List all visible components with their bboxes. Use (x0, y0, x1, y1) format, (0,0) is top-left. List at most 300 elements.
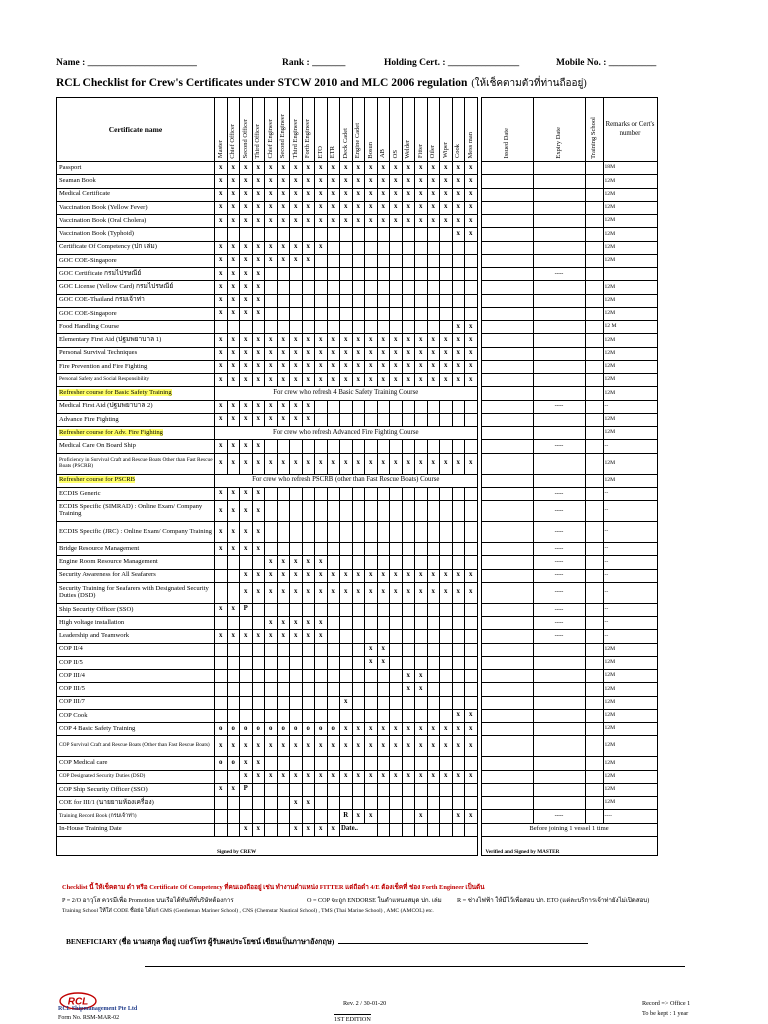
rank-check-cell[interactable] (327, 440, 340, 453)
rank-check-cell[interactable] (340, 683, 353, 696)
rank-check-cell[interactable]: x (302, 556, 315, 569)
rank-check-cell[interactable] (390, 670, 403, 683)
rank-check-cell[interactable] (427, 254, 440, 267)
issued-date-cell[interactable] (481, 228, 533, 241)
rank-check-cell[interactable] (365, 321, 378, 334)
rank-check-cell[interactable]: x (465, 162, 478, 175)
training-school-cell[interactable] (585, 374, 603, 387)
rank-check-cell[interactable]: x (277, 556, 290, 569)
rank-check-cell[interactable] (327, 810, 340, 823)
rank-check-cell[interactable] (340, 630, 353, 643)
rank-check-cell[interactable] (352, 683, 365, 696)
expiry-date-cell[interactable] (533, 723, 585, 736)
rank-check-cell[interactable]: x (215, 254, 228, 267)
rank-check-cell[interactable]: x (452, 201, 465, 214)
signed-by-crew[interactable] (57, 836, 478, 855)
rank-check-cell[interactable] (327, 522, 340, 543)
rank-check-cell[interactable] (252, 797, 265, 810)
rank-check-cell[interactable]: x (340, 334, 353, 347)
rank-check-cell[interactable]: x (340, 569, 353, 582)
rank-check-cell[interactable] (452, 783, 465, 796)
rank-check-cell[interactable] (315, 656, 328, 669)
rank-check-cell[interactable] (340, 757, 353, 770)
rank-check-cell[interactable] (377, 321, 390, 334)
rank-check-cell[interactable] (377, 823, 390, 836)
rank-check-cell[interactable]: x (327, 215, 340, 228)
rank-check-cell[interactable]: x (452, 175, 465, 188)
rank-check-cell[interactable]: x (290, 823, 303, 836)
rank-check-cell[interactable] (240, 556, 253, 569)
rank-check-cell[interactable] (452, 556, 465, 569)
rank-check-cell[interactable] (377, 487, 390, 500)
issued-date-cell[interactable] (481, 617, 533, 630)
rank-check-cell[interactable]: o (315, 723, 328, 736)
issued-date-cell[interactable] (481, 603, 533, 616)
rank-check-cell[interactable]: x (377, 201, 390, 214)
rank-check-cell[interactable]: x (227, 374, 240, 387)
rank-check-cell[interactable] (440, 556, 453, 569)
rank-check-cell[interactable] (352, 522, 365, 543)
rank-check-cell[interactable] (452, 522, 465, 543)
rank-check-cell[interactable]: x (215, 175, 228, 188)
rank-check-cell[interactable] (265, 440, 278, 453)
rank-check-cell[interactable] (352, 543, 365, 556)
rank-check-cell[interactable] (465, 440, 478, 453)
rank-check-cell[interactable]: x (215, 307, 228, 320)
rank-check-cell[interactable] (327, 783, 340, 796)
rank-check-cell[interactable] (315, 643, 328, 656)
rank-check-cell[interactable] (340, 501, 353, 522)
rank-check-cell[interactable] (327, 228, 340, 241)
rank-check-cell[interactable]: x (252, 374, 265, 387)
rank-check-cell[interactable] (227, 617, 240, 630)
expiry-date-cell[interactable] (533, 643, 585, 656)
rank-check-cell[interactable] (290, 522, 303, 543)
rank-check-cell[interactable] (365, 696, 378, 709)
rank-check-cell[interactable] (390, 810, 403, 823)
rank-check-cell[interactable] (265, 656, 278, 669)
rank-check-cell[interactable]: x (390, 374, 403, 387)
rank-check-cell[interactable]: x (390, 347, 403, 360)
rank-check-cell[interactable]: x (302, 630, 315, 643)
rank-check-cell[interactable] (465, 281, 478, 294)
rank-check-cell[interactable]: x (377, 656, 390, 669)
rank-check-cell[interactable] (302, 501, 315, 522)
rank-check-cell[interactable] (390, 797, 403, 810)
remarks-cell[interactable]: ---- (603, 810, 657, 823)
expiry-date-cell[interactable] (533, 162, 585, 175)
training-school-cell[interactable] (585, 783, 603, 796)
rank-check-cell[interactable] (427, 321, 440, 334)
rank-check-cell[interactable]: x (215, 440, 228, 453)
rank-check-cell[interactable] (365, 487, 378, 500)
expiry-date-cell[interactable] (533, 453, 585, 474)
rank-check-cell[interactable]: x (215, 268, 228, 281)
rank-check-cell[interactable] (327, 254, 340, 267)
remarks-cell[interactable]: 12M (603, 294, 657, 307)
rank-check-cell[interactable]: x (265, 175, 278, 188)
rank-check-cell[interactable]: x (252, 582, 265, 603)
rank-check-cell[interactable] (215, 556, 228, 569)
rank-check-cell[interactable] (290, 307, 303, 320)
issued-date-cell[interactable] (481, 188, 533, 201)
rank-check-cell[interactable] (440, 757, 453, 770)
issued-date-cell[interactable] (481, 736, 533, 757)
rank-check-cell[interactable] (227, 670, 240, 683)
rank-check-cell[interactable] (465, 501, 478, 522)
rank-check-cell[interactable]: x (315, 736, 328, 757)
rank-check-cell[interactable] (452, 307, 465, 320)
rank-check-cell[interactable] (327, 656, 340, 669)
rank-check-cell[interactable] (265, 797, 278, 810)
rank-check-cell[interactable]: x (390, 736, 403, 757)
rank-check-cell[interactable]: x (302, 162, 315, 175)
rank-check-cell[interactable] (227, 582, 240, 603)
rank-check-cell[interactable]: x (227, 175, 240, 188)
rank-check-cell[interactable] (415, 281, 428, 294)
rank-check-cell[interactable]: x (252, 268, 265, 281)
rank-check-cell[interactable]: x (427, 201, 440, 214)
rank-check-cell[interactable]: x (415, 569, 428, 582)
rank-check-cell[interactable] (227, 709, 240, 722)
rank-check-cell[interactable]: x (340, 374, 353, 387)
rank-check-cell[interactable] (240, 696, 253, 709)
rank-check-cell[interactable]: x (302, 569, 315, 582)
rank-check-cell[interactable] (290, 810, 303, 823)
rank-check-cell[interactable] (215, 770, 228, 783)
rank-check-cell[interactable] (265, 268, 278, 281)
rank-check-cell[interactable] (302, 522, 315, 543)
rank-check-cell[interactable]: x (315, 360, 328, 373)
training-school-cell[interactable] (585, 603, 603, 616)
rank-check-cell[interactable] (365, 228, 378, 241)
rank-check-cell[interactable]: x (427, 334, 440, 347)
rank-check-cell[interactable]: x (415, 670, 428, 683)
rank-check-cell[interactable] (365, 797, 378, 810)
rank-check-cell[interactable]: x (240, 175, 253, 188)
rank-check-cell[interactable] (402, 254, 415, 267)
expiry-date-cell[interactable] (533, 307, 585, 320)
rank-check-cell[interactable] (327, 268, 340, 281)
rank-check-cell[interactable]: x (227, 294, 240, 307)
issued-date-cell[interactable] (481, 268, 533, 281)
rank-check-cell[interactable] (327, 757, 340, 770)
rank-check-cell[interactable] (352, 268, 365, 281)
rank-check-cell[interactable] (440, 400, 453, 413)
expiry-date-cell[interactable] (533, 757, 585, 770)
rank-check-cell[interactable]: x (290, 201, 303, 214)
rank-check-cell[interactable] (427, 643, 440, 656)
rank-check-cell[interactable]: x (290, 162, 303, 175)
expiry-date-cell[interactable] (533, 321, 585, 334)
rank-check-cell[interactable] (327, 603, 340, 616)
rank-check-cell[interactable] (315, 670, 328, 683)
training-school-cell[interactable] (585, 582, 603, 603)
rank-check-cell[interactable]: x (252, 241, 265, 254)
rank-check-cell[interactable] (390, 543, 403, 556)
rank-check-cell[interactable]: x (302, 823, 315, 836)
rank-check-cell[interactable]: x (390, 723, 403, 736)
rank-check-cell[interactable]: x (340, 696, 353, 709)
rank-check-cell[interactable]: x (277, 215, 290, 228)
rank-check-cell[interactable] (302, 487, 315, 500)
rank-check-cell[interactable] (327, 543, 340, 556)
rank-check-cell[interactable] (440, 797, 453, 810)
rank-check-cell[interactable]: x (365, 201, 378, 214)
rank-check-cell[interactable] (415, 823, 428, 836)
rank-check-cell[interactable] (215, 810, 228, 823)
rank-check-cell[interactable] (302, 643, 315, 656)
rank-check-cell[interactable] (277, 281, 290, 294)
rank-check-cell[interactable]: x (465, 582, 478, 603)
rank-check-cell[interactable]: x (252, 823, 265, 836)
rank-check-cell[interactable] (315, 321, 328, 334)
rank-check-cell[interactable] (327, 241, 340, 254)
rank-check-cell[interactable] (465, 413, 478, 426)
rank-check-cell[interactable]: x (252, 501, 265, 522)
rank-check-cell[interactable] (465, 617, 478, 630)
rank-check-cell[interactable] (265, 487, 278, 500)
rank-check-cell[interactable]: x (427, 569, 440, 582)
beneficiary-line-2[interactable] (145, 966, 685, 967)
rank-check-cell[interactable] (427, 241, 440, 254)
rank-check-cell[interactable] (352, 670, 365, 683)
rank-check-cell[interactable] (340, 307, 353, 320)
rank-check-cell[interactable]: x (240, 360, 253, 373)
rank-check-cell[interactable] (227, 569, 240, 582)
rank-check-cell[interactable]: x (340, 175, 353, 188)
rank-check-cell[interactable] (452, 543, 465, 556)
remarks-cell[interactable]: 12M (603, 736, 657, 757)
issued-date-cell[interactable] (481, 453, 533, 474)
rank-check-cell[interactable] (377, 556, 390, 569)
rank-check-cell[interactable] (377, 757, 390, 770)
rank-check-cell[interactable] (315, 696, 328, 709)
rank-check-cell[interactable] (415, 757, 428, 770)
issued-date-cell[interactable] (481, 487, 533, 500)
rank-check-cell[interactable] (452, 294, 465, 307)
expiry-date-cell[interactable] (533, 427, 585, 440)
rank-check-cell[interactable]: x (452, 770, 465, 783)
rank-check-cell[interactable]: x (465, 215, 478, 228)
issued-date-cell[interactable] (481, 569, 533, 582)
rank-check-cell[interactable] (427, 281, 440, 294)
remarks-cell[interactable]: 12M (603, 709, 657, 722)
rank-check-cell[interactable] (427, 683, 440, 696)
rank-check-cell[interactable]: x (240, 770, 253, 783)
training-school-cell[interactable] (585, 241, 603, 254)
rank-check-cell[interactable] (402, 413, 415, 426)
training-school-cell[interactable] (585, 709, 603, 722)
remarks-cell[interactable]: 12M (603, 696, 657, 709)
rank-check-cell[interactable]: x (377, 162, 390, 175)
rank-check-cell[interactable] (452, 241, 465, 254)
rank-check-cell[interactable] (440, 783, 453, 796)
rank-check-cell[interactable]: x (402, 175, 415, 188)
rank-check-cell[interactable] (215, 321, 228, 334)
rank-check-cell[interactable]: x (277, 188, 290, 201)
rank-check-cell[interactable] (340, 281, 353, 294)
rank-check-cell[interactable]: x (415, 582, 428, 603)
remarks-cell[interactable]: -- (603, 543, 657, 556)
rank-check-cell[interactable] (240, 321, 253, 334)
rank-check-cell[interactable] (277, 307, 290, 320)
rank-check-cell[interactable]: x (390, 453, 403, 474)
rank-check-cell[interactable] (440, 683, 453, 696)
rank-check-cell[interactable]: x (352, 201, 365, 214)
rank-check-cell[interactable] (415, 696, 428, 709)
rank-check-cell[interactable]: x (290, 400, 303, 413)
training-school-cell[interactable] (585, 474, 603, 487)
rank-check-cell[interactable] (427, 228, 440, 241)
rank-check-cell[interactable]: x (340, 201, 353, 214)
rank-check-cell[interactable]: x (377, 736, 390, 757)
rank-check-cell[interactable]: x (452, 723, 465, 736)
rank-check-cell[interactable] (452, 823, 465, 836)
remarks-cell[interactable]: 12M (603, 757, 657, 770)
rank-check-cell[interactable]: x (415, 736, 428, 757)
rank-check-cell[interactable] (327, 683, 340, 696)
rank-check-cell[interactable] (465, 241, 478, 254)
rank-check-cell[interactable] (390, 254, 403, 267)
rank-check-cell[interactable] (427, 543, 440, 556)
rank-check-cell[interactable] (377, 797, 390, 810)
rank-check-cell[interactable] (265, 321, 278, 334)
issued-date-cell[interactable] (481, 770, 533, 783)
rank-check-cell[interactable]: x (265, 736, 278, 757)
training-school-cell[interactable] (585, 347, 603, 360)
rank-check-cell[interactable] (265, 501, 278, 522)
rank-check-cell[interactable] (402, 522, 415, 543)
rank-check-cell[interactable]: x (302, 241, 315, 254)
rank-check-cell[interactable]: x (452, 188, 465, 201)
rank-check-cell[interactable] (327, 696, 340, 709)
training-school-cell[interactable] (585, 307, 603, 320)
rank-check-cell[interactable]: x (215, 487, 228, 500)
rank-check-cell[interactable]: x (327, 453, 340, 474)
rank-check-cell[interactable] (415, 413, 428, 426)
rank-check-cell[interactable] (377, 617, 390, 630)
rank-check-cell[interactable]: x (415, 683, 428, 696)
rank-check-cell[interactable] (365, 670, 378, 683)
rank-check-cell[interactable]: x (415, 162, 428, 175)
rank-check-cell[interactable]: x (402, 736, 415, 757)
rank-check-cell[interactable]: x (265, 360, 278, 373)
rank-check-cell[interactable]: x (340, 162, 353, 175)
rank-check-cell[interactable]: x (352, 770, 365, 783)
rank-check-cell[interactable] (340, 543, 353, 556)
rank-check-cell[interactable]: x (252, 487, 265, 500)
rank-check-cell[interactable]: x (240, 188, 253, 201)
rank-check-cell[interactable]: x (302, 617, 315, 630)
rank-check-cell[interactable] (390, 413, 403, 426)
rank-check-cell[interactable] (440, 643, 453, 656)
rank-check-cell[interactable]: x (290, 582, 303, 603)
rank-check-cell[interactable]: x (365, 334, 378, 347)
remarks-cell[interactable]: 12M (603, 215, 657, 228)
expiry-date-cell[interactable] (533, 175, 585, 188)
expiry-date-cell[interactable] (533, 770, 585, 783)
issued-date-cell[interactable] (481, 630, 533, 643)
rank-check-cell[interactable] (415, 501, 428, 522)
rank-check-cell[interactable]: x (465, 360, 478, 373)
rank-check-cell[interactable] (415, 643, 428, 656)
rank-check-cell[interactable] (290, 543, 303, 556)
rank-check-cell[interactable]: x (302, 770, 315, 783)
expiry-date-cell[interactable] (533, 254, 585, 267)
rank-check-cell[interactable] (215, 683, 228, 696)
rank-check-cell[interactable] (452, 656, 465, 669)
issued-date-cell[interactable] (481, 543, 533, 556)
rank-check-cell[interactable] (352, 696, 365, 709)
rank-check-cell[interactable] (302, 696, 315, 709)
rank-check-cell[interactable] (365, 630, 378, 643)
rank-check-cell[interactable]: x (365, 453, 378, 474)
rank-check-cell[interactable] (315, 783, 328, 796)
training-school-cell[interactable] (585, 321, 603, 334)
rank-check-cell[interactable] (215, 643, 228, 656)
rank-check-cell[interactable] (215, 670, 228, 683)
rank-check-cell[interactable] (390, 241, 403, 254)
rank-check-cell[interactable] (465, 400, 478, 413)
rank-check-cell[interactable]: x (365, 215, 378, 228)
rank-check-cell[interactable] (315, 400, 328, 413)
remarks-cell[interactable] (603, 268, 657, 281)
rank-check-cell[interactable]: x (302, 175, 315, 188)
rank-check-cell[interactable]: x (452, 709, 465, 722)
rank-check-cell[interactable]: x (265, 630, 278, 643)
rank-check-cell[interactable]: x (415, 770, 428, 783)
rank-check-cell[interactable]: x (240, 543, 253, 556)
rank-check-cell[interactable] (340, 228, 353, 241)
remarks-cell[interactable]: -- (603, 582, 657, 603)
holding-cert-field[interactable]: Holding Cert. : _______________ (384, 58, 520, 68)
rank-check-cell[interactable] (452, 400, 465, 413)
rank-check-cell[interactable]: x (215, 241, 228, 254)
date-field[interactable]: Date.. (340, 823, 378, 836)
rank-check-cell[interactable]: x (290, 374, 303, 387)
rank-check-cell[interactable] (315, 501, 328, 522)
rank-check-cell[interactable]: x (227, 201, 240, 214)
rank-check-cell[interactable] (452, 643, 465, 656)
rank-check-cell[interactable]: x (327, 569, 340, 582)
rank-check-cell[interactable]: x (265, 413, 278, 426)
rank-check-cell[interactable] (277, 501, 290, 522)
rank-check-cell[interactable]: x (465, 374, 478, 387)
rank-check-cell[interactable]: x (215, 603, 228, 616)
rank-check-cell[interactable]: x (302, 797, 315, 810)
rank-check-cell[interactable] (452, 501, 465, 522)
rank-check-cell[interactable] (340, 556, 353, 569)
rank-check-cell[interactable]: x (277, 175, 290, 188)
rank-check-cell[interactable]: x (252, 413, 265, 426)
issued-date-cell[interactable] (481, 556, 533, 569)
rank-check-cell[interactable]: x (265, 617, 278, 630)
rank-check-cell[interactable] (390, 321, 403, 334)
rank-check-cell[interactable]: x (465, 201, 478, 214)
rank-check-cell[interactable]: x (427, 188, 440, 201)
training-school-cell[interactable] (585, 696, 603, 709)
rank-check-cell[interactable]: x (240, 569, 253, 582)
expiry-date-cell[interactable] (533, 215, 585, 228)
rank-check-cell[interactable] (440, 823, 453, 836)
rank-check-cell[interactable] (265, 696, 278, 709)
rank-check-cell[interactable]: x (227, 630, 240, 643)
rank-check-cell[interactable] (402, 321, 415, 334)
rank-check-cell[interactable] (465, 783, 478, 796)
rank-check-cell[interactable] (390, 556, 403, 569)
rank-field[interactable]: Rank : _______ (282, 58, 346, 68)
